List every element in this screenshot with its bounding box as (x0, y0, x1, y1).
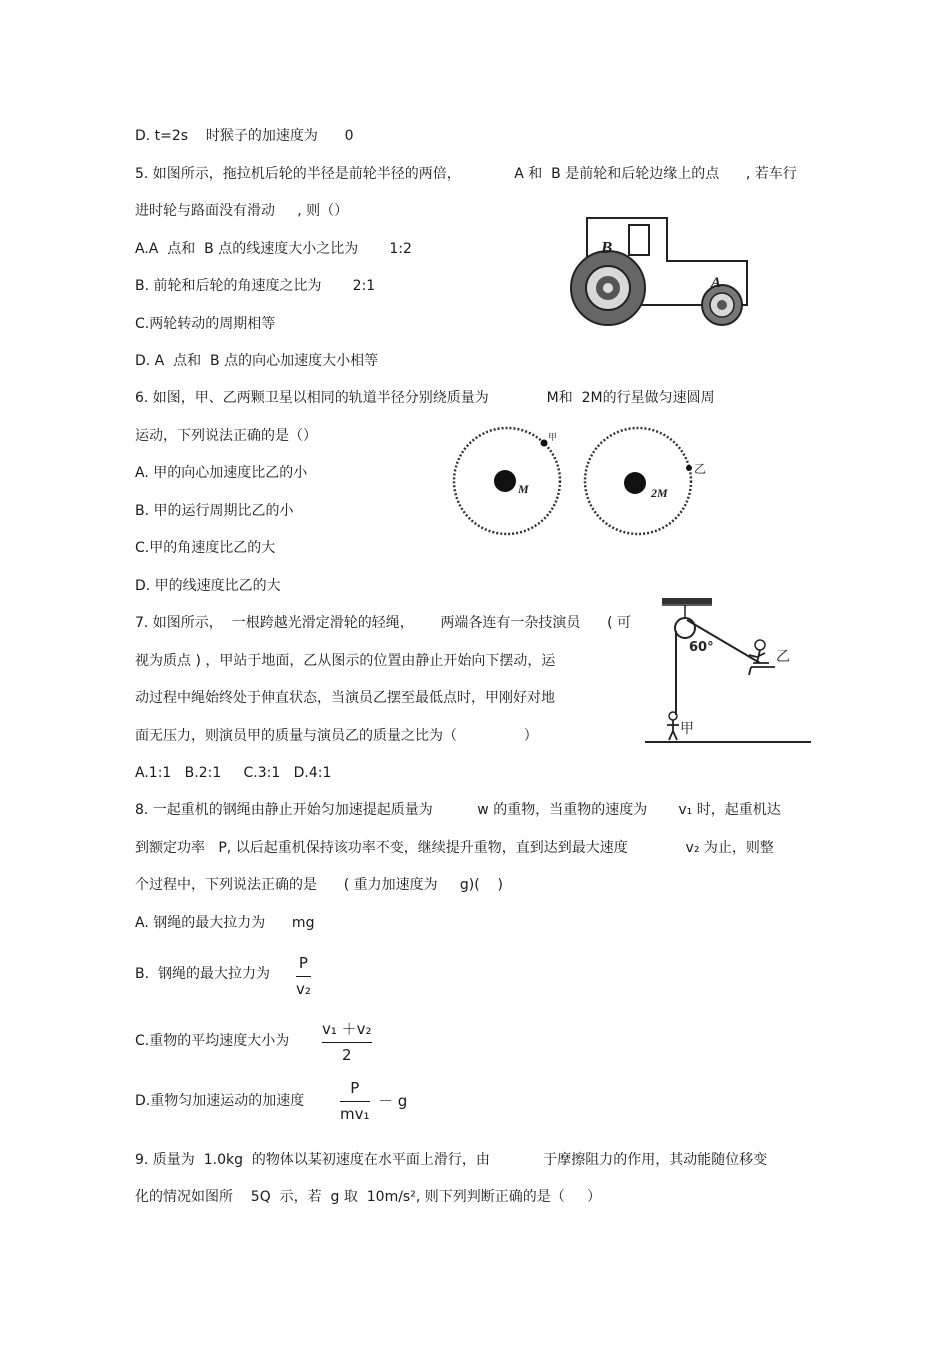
q6-option-b: B. 甲的运行周期比乙的小 (135, 503, 294, 519)
q5-option-c: C.两轮转动的周期相等 (135, 316, 276, 332)
pulley-acrobat-figure (645, 595, 815, 750)
q8-option-d-numerator: P (350, 1079, 360, 1097)
q7-stem-line-2: 视为质点 ) ，甲站于地面，乙从图示的位置由静止开始向下摆动，运 (135, 653, 556, 669)
q8-stem-line-2: 到额定功率 P, 以后起重机保持该功率不变，继续提升重物，直到达到最大速度 v₂ 为止，则整 (135, 840, 774, 856)
q8-stem-line-1: 8. 一起重机的钢绳由静止开始匀加速提起质量为 w 的重物，当重物的速度为 v₁ 时，起重机达 (135, 802, 781, 818)
acrobat-a-label: 甲 (680, 721, 694, 737)
q8-option-c-fraction (322, 1019, 372, 1065)
q8-option-b-denominator: v₂ (296, 980, 311, 998)
q9-stem-line-2: 化的情况如图所 5Q 示，若 g 取 10m/s², 则下列判断正确的是（ ） (135, 1189, 601, 1205)
q6-stem-line-1: 6. 如图，甲、乙两颗卫星以相同的轨道半径分别绕质量为 M和 2M的行星做匀速圆周 (135, 390, 715, 406)
q8-option-c-numerator: v₁ ＋v₂ (322, 1020, 372, 1038)
q7-stem-line-3: 动过程中绳始终处于伸直状态，当演员乙摆至最低点时，甲刚好对地 (135, 690, 555, 706)
acrobat-b-label: 乙 (776, 649, 790, 665)
q8-option-d-fraction (340, 1078, 370, 1124)
q7-stem-line-1: 7. 如图所示， 一根跨越光滑定滑轮的轻绳， 两端各连有一杂技演员 ( 可 (135, 615, 632, 631)
q5-option-d: D. A 点和 B 点的向心加速度大小相等 (135, 353, 379, 369)
q8-option-b-numerator: P (298, 954, 308, 972)
q8-option-d-denominator: mv₁ (340, 1105, 370, 1123)
planet-label-2m: 2M (651, 486, 668, 500)
q4-option-d: D. t=2s 时猴子的加速度为 0 (135, 128, 354, 144)
q8-option-b-text: B. 钢绳的最大拉力为 (135, 966, 270, 982)
q5-stem-line-2: 进时轮与路面没有滑动 , 则（） (135, 203, 349, 219)
q5-option-a: A.A 点和 B 点的线速度大小之比为 1:2 (135, 241, 412, 257)
tractor-label-a: A (711, 275, 722, 291)
q8-option-a: A. 钢绳的最大拉力为 mg (135, 915, 315, 931)
q9-stem-line-1: 9. 质量为 1.0kg 的物体以某初速度在水平面上滑行，由 于摩擦阻力的作用，其动能随位移变 (135, 1152, 768, 1168)
q8-option-b-fraction (296, 953, 311, 999)
q8-option-c-denominator: 2 (342, 1046, 352, 1064)
q6-option-c: C.甲的角速度比乙的大 (135, 540, 276, 556)
tractor-figure (565, 213, 755, 328)
q8-option-d-suffix: － g (378, 1092, 408, 1110)
planet-label-m: M (518, 482, 529, 496)
q8-option-d-text: D.重物匀加速运动的加速度 (135, 1093, 305, 1109)
satellite-label-jia: 甲 (548, 433, 558, 443)
q8-option-c-text: C.重物的平均速度大小为 (135, 1033, 290, 1049)
q6-option-a: A. 甲的向心加速度比乙的小 (135, 465, 308, 481)
q7-options: A.1:1 B.2:1 C.3:1 D.4:1 (135, 765, 332, 781)
q8-stem-line-3: 个过程中，下列说法正确的是 ( 重力加速度为 g)( ) (135, 877, 503, 893)
tractor-label-b: B (601, 238, 613, 257)
satellite-orbits-figure (445, 425, 725, 540)
satellite-label-yi: 乙 (694, 462, 707, 476)
q5-stem-line-1: 5. 如图所示，拖拉机后轮的半径是前轮半径的两倍， A 和 B 是前轮和后轮边缘上的点 , 若车行 (135, 166, 797, 182)
pulley-angle-label: 60° (689, 640, 714, 655)
q7-stem-line-4: 面无压力，则演员甲的质量与演员乙的质量之比为（ ） (135, 728, 538, 744)
q5-option-b: B. 前轮和后轮的角速度之比为 2:1 (135, 278, 376, 294)
q6-stem-line-2: 运动，下列说法正确的是（） (135, 428, 317, 444)
q6-option-d: D. 甲的线速度比乙的大 (135, 578, 281, 594)
